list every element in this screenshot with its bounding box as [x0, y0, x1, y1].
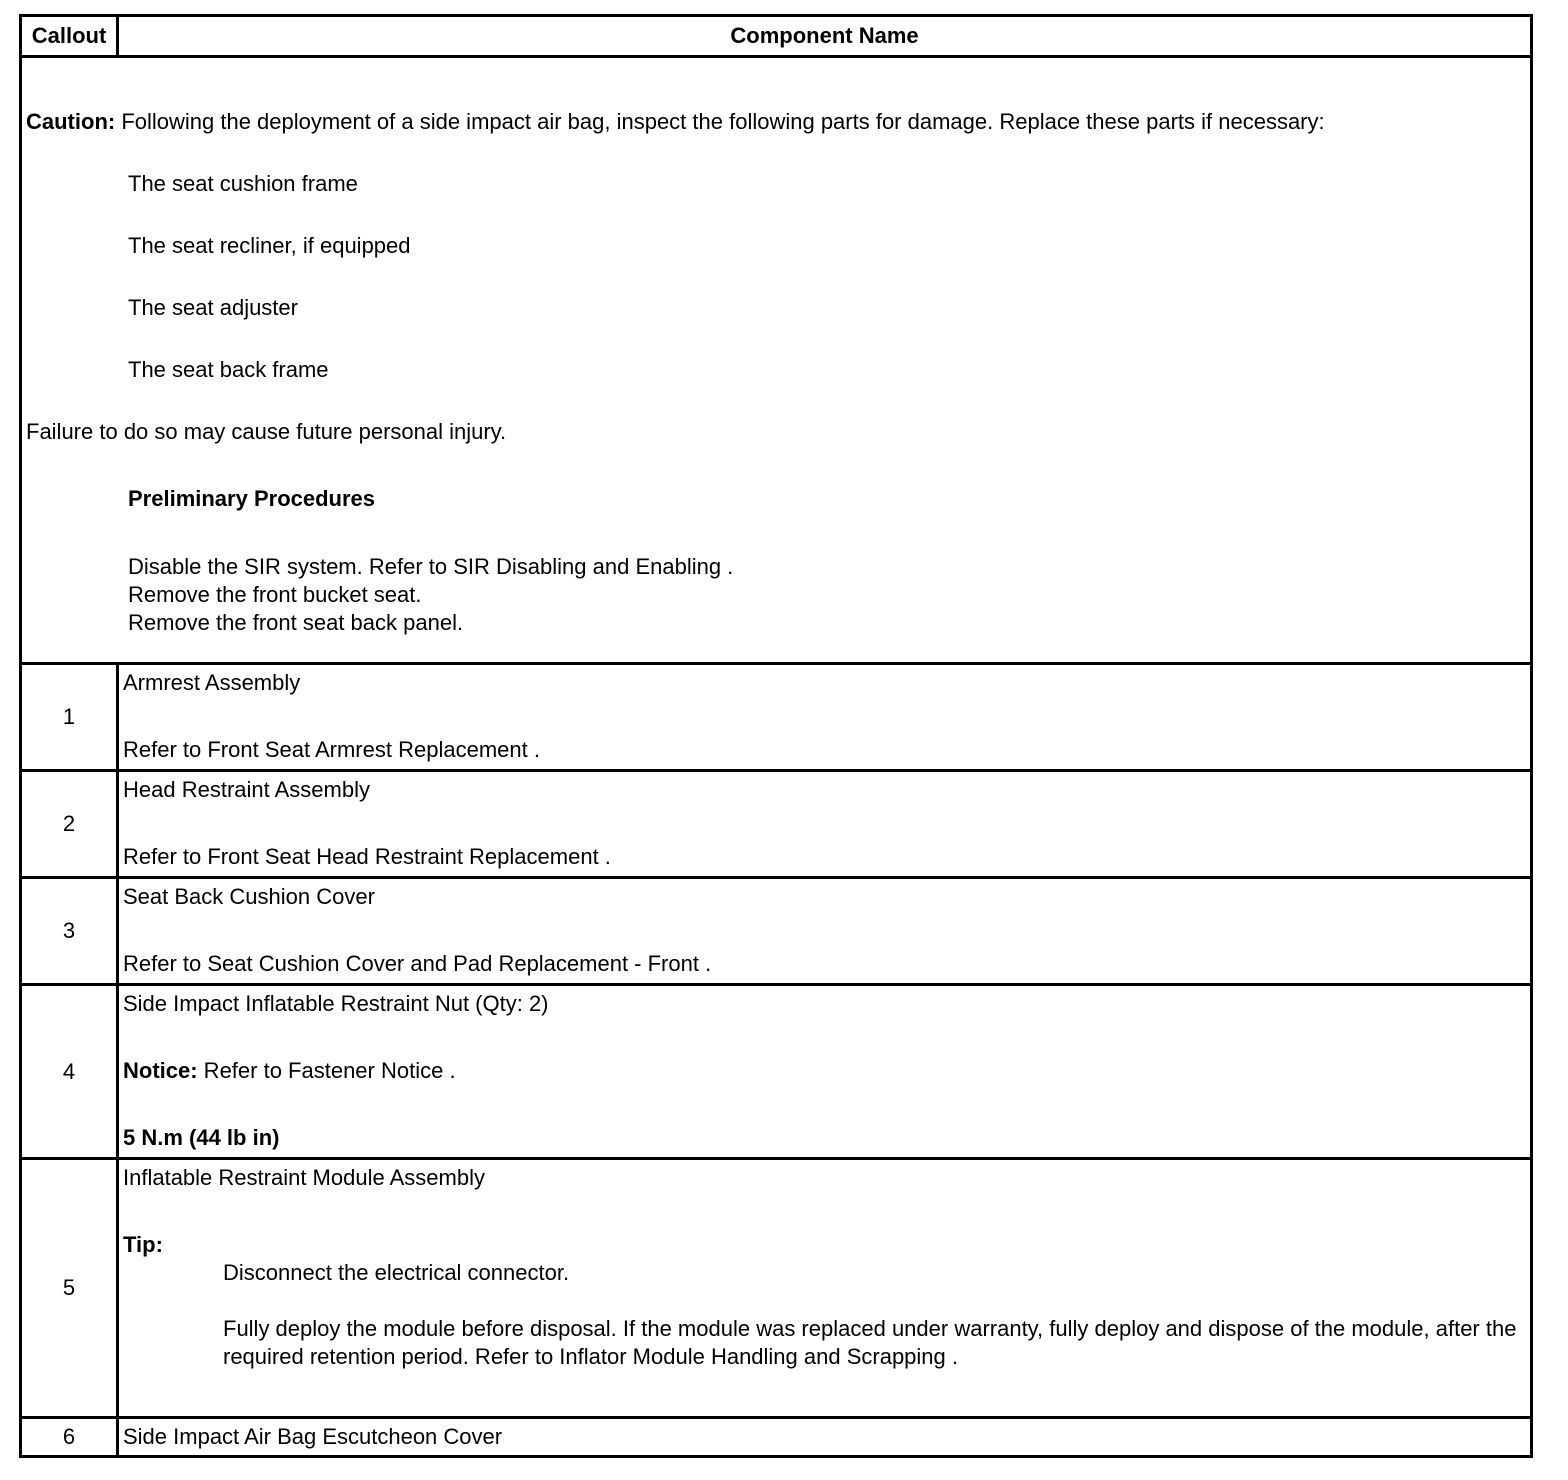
notice-text: Refer to Fastener Notice .	[197, 1058, 456, 1083]
component-cell	[118, 664, 1532, 771]
component-reference: Refer to Front Seat Head Restraint Replacement .	[123, 844, 611, 869]
component-name: Side Impact Air Bag Escutcheon Cover	[123, 1424, 503, 1449]
part-item: The seat recliner, if equipped	[128, 233, 411, 258]
callout-number: 6	[21, 1418, 118, 1457]
callout-number: 2	[21, 771, 118, 878]
component-cell	[118, 1418, 1532, 1457]
tip-item: Fully deploy the module before disposal. If the module was replaced under warranty, fully deploy and dispose of the module, after the required retention period. Refer to Inflator Module Handling and Scrapping .	[223, 1316, 1517, 1369]
component-reference: Refer to Seat Cushion Cover and Pad Replacement - Front .	[123, 951, 712, 976]
caution-text: Following the deployment of a side impact air bag, inspect the following parts for damage. Replace these parts if necessary:	[115, 109, 1325, 134]
component-name: Armrest Assembly	[123, 670, 301, 695]
component-cell	[118, 985, 1532, 1159]
table-row	[21, 985, 1532, 1159]
part-item: The seat back frame	[128, 357, 329, 382]
table-row	[21, 1418, 1532, 1457]
preliminary-title: Preliminary Procedures	[128, 486, 376, 511]
intro-cell	[21, 57, 1532, 664]
component-cell	[118, 771, 1532, 878]
notice-line	[123, 1057, 1526, 1085]
component-cell	[118, 1159, 1532, 1418]
intro-row	[21, 57, 1532, 664]
caution-paragraph	[26, 108, 1526, 136]
callout-number: 3	[21, 878, 118, 985]
callout-number: 5	[21, 1159, 118, 1418]
part-item: The seat adjuster	[128, 295, 298, 320]
part-item: The seat cushion frame	[128, 171, 358, 196]
callout-number: 4	[21, 985, 118, 1159]
failure-text: Failure to do so may cause future personal injury.	[26, 419, 507, 444]
caution-label: Caution:	[26, 109, 116, 134]
component-name: Side Impact Inflatable Restraint Nut (Qty: 2)	[123, 991, 549, 1016]
preliminary-step: Remove the front seat back panel.	[128, 610, 464, 635]
component-name: Inflatable Restraint Module Assembly	[123, 1165, 485, 1190]
torque-spec: 5 N.m (44 lb in)	[123, 1125, 280, 1150]
table-row	[21, 664, 1532, 771]
component-reference: Refer to Front Seat Armrest Replacement .	[123, 737, 540, 762]
header-callout: Callout	[21, 16, 118, 57]
notice-label: Notice:	[123, 1058, 198, 1083]
table-row	[21, 878, 1532, 985]
table-row	[21, 771, 1532, 878]
header-component-name: Component Name	[118, 16, 1532, 57]
component-name: Head Restraint Assembly	[123, 777, 370, 802]
preliminary-step: Disable the SIR system. Refer to SIR Disabling and Enabling .	[128, 554, 734, 579]
tip-item: Disconnect the electrical connector.	[223, 1260, 570, 1285]
component-name: Seat Back Cushion Cover	[123, 884, 375, 909]
component-cell	[118, 878, 1532, 985]
tip-label: Tip:	[123, 1232, 163, 1257]
table-row	[21, 1159, 1532, 1418]
table-header-row	[21, 16, 1532, 57]
callout-number: 1	[21, 664, 118, 771]
preliminary-step: Remove the front bucket seat.	[128, 582, 422, 607]
component-table	[19, 14, 1533, 1458]
